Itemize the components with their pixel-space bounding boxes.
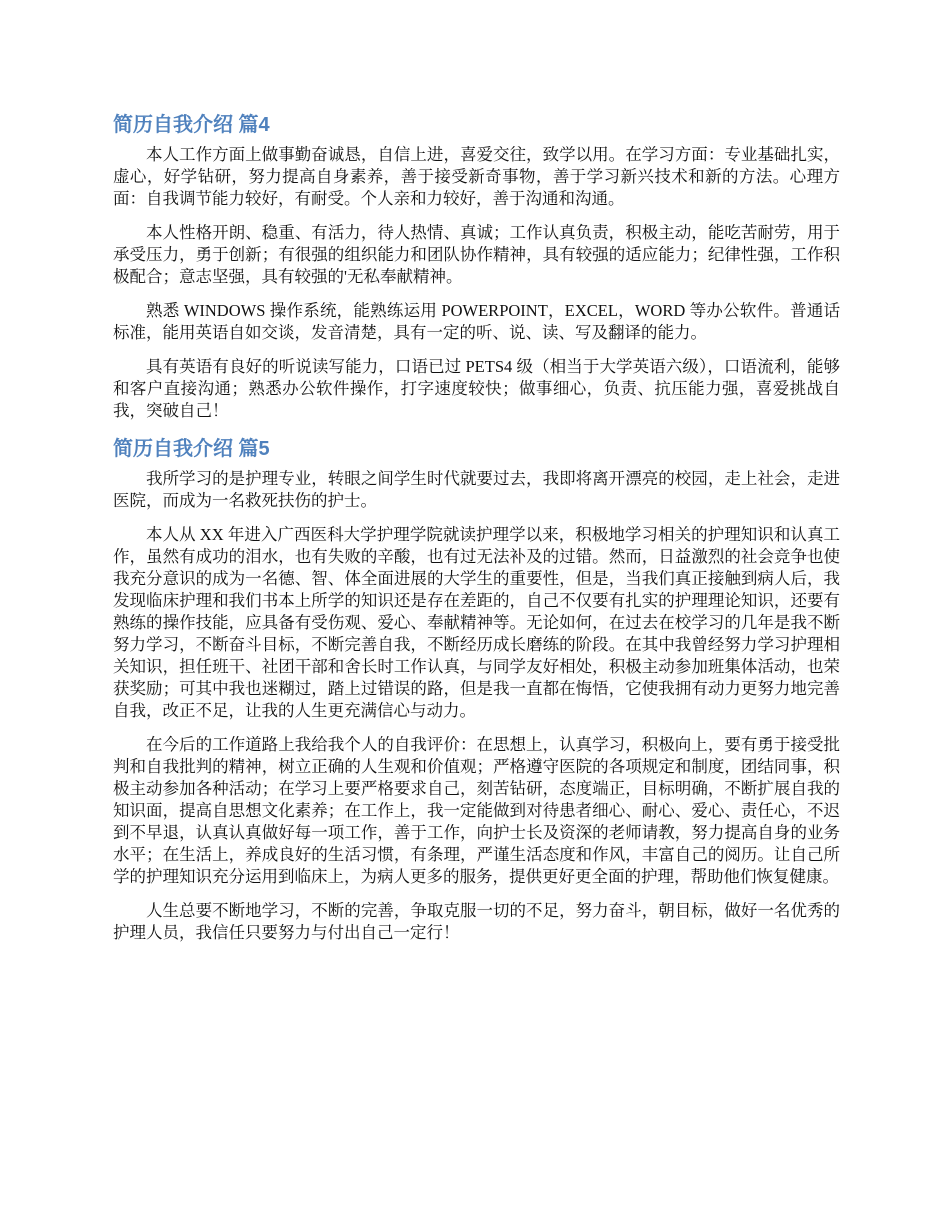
paragraph: 本人性格开朗、稳重、有活力，待人热情、真诚；工作认真负责，积极主动，能吃苦耐劳，用于承受压力，勇于创新；有很强的组织能力和团队协作精神，具有较强的适应能力；纪律性强，工作积极配合；意志坚强，具有较强的'无私奉献精神。 [113, 223, 840, 286]
document-page [113, 110, 840, 944]
section-heading-4: 简历自我介绍 篇4 [113, 114, 270, 136]
paragraph: 本人工作方面上做事勤奋诚恳，自信上进，喜爱交往，致学以用。在学习方面：专业基础扎实，虚心，好学钻研，努力提高自身素养，善于接受新奇事物，善于学习新兴技术和新的方法。心理方面：自我调节能力较好，有耐受。个人亲和力较好，善于沟通和沟通。 [113, 145, 840, 208]
paragraph: 本人从 XX 年进入广西医科大学护理学院就读护理学以来，积极地学习相关的护理知识和认真工作，虽然有成功的泪水，也有失败的辛酸，也有过无法补及的过错。然而，日益激烈的社会竞争也使我充分意识的成为一名德、智、体全面进展的大学生的重要性，但是，当我们真正接触到病人后，我发现临床护理和我们书本上所学的知识还是存在差距的，自己不仅要有扎实的护理理论知识，还要有熟练的操作技能，应具备有受伤观、爱心、奉献精神等。无论如何，在过去在校学习的几年是我不断努力学习，不断奋斗目标，不断完善自我，不断经历成长磨练的阶段。在其中我曾经努力学习护理相关知识，担任班干、社团干部和舍长时工作认真，与同学友好相处，积极主动参加班集体活动，也荣获奖励；可其中我也迷糊过，踏上过错误的路，但是我一直都在悔悟，它使我拥有动力更努力地完善自我，改正不足，让我的人生更充满信心与动力。 [113, 525, 840, 720]
paragraph: 人生总要不断地学习，不断的完善，争取克服一切的不足，努力奋斗，朝目标，做好一名优秀的护理人员，我信任只要努力与付出自己一定行！ [113, 901, 840, 942]
paragraph: 熟悉 WINDOWS 操作系统，能熟练运用 POWERPOINT，EXCEL，WORD 等办公软件。普通话标准，能用英语自如交谈，发音清楚，具有一定的听、说、读、写及翻译的能力。 [113, 301, 840, 342]
paragraph: 我所学习的是护理专业，转眼之间学生时代就要过去，我即将离开漂亮的校园，走上社会，走进医院，而成为一名救死扶伤的护士。 [113, 469, 840, 510]
paragraph: 在今后的工作道路上我给我个人的自我评价：在思想上，认真学习，积极向上，要有勇于接受批判和自我批判的精神，树立正确的人生观和价值观；严格遵守医院的各项规定和制度，团结同事，积极主动参加各种活动；在学习上要严格要求自己，刻苦钻研，态度端正，目标明确，不断扩展自我的知识面，提高自思想文化素养；在工作上，我一定能做到对待患者细心、耐心、爱心、责任心，不迟到不早退，认真认真做好每一项工作，善于工作，向护士长及资深的老师请教，努力提高自身的业务水平；在生活上，养成良好的生活习惯，有条理，严谨生活态度和作风，丰富自己的阅历。让自己所学的护理知识充分运用到临床上，为病人更多的服务，提供更好更全面的护理，帮助他们恢复健康。 [113, 735, 840, 886]
section-heading-5: 简历自我介绍 篇5 [113, 438, 270, 460]
paragraph: 具有英语有良好的听说读写能力，口语已过 PETS4 级（相当于大学英语六级），口语流利，能够和客户直接沟通；熟悉办公软件操作，打字速度较快；做事细心，负责、抗压能力强，喜爱挑战自我，突破自己！ [113, 357, 840, 420]
